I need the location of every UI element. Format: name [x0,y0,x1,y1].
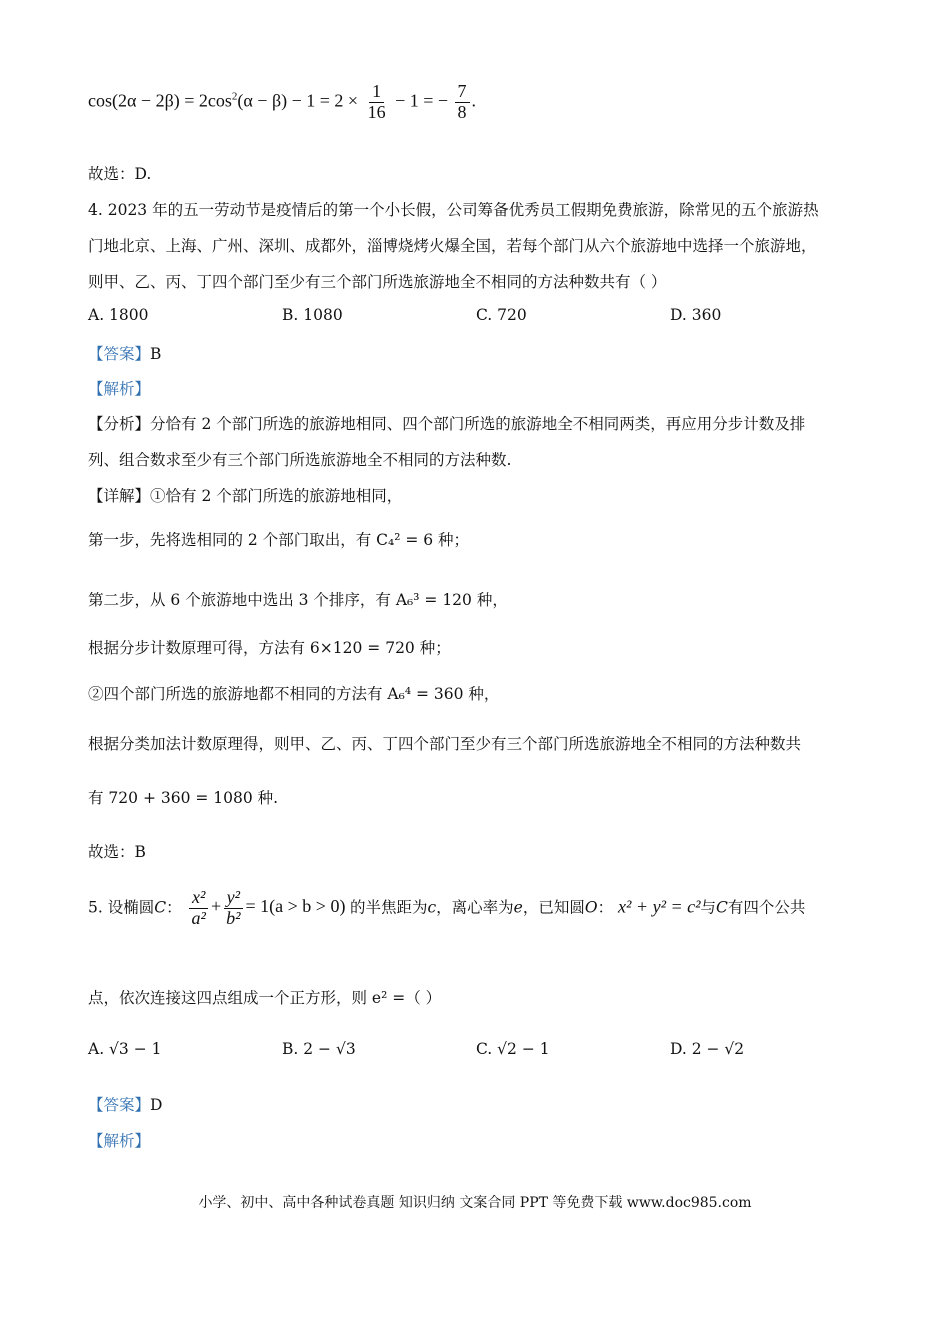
q5-colon: ： [166,898,182,917]
q5-option-b: B. 2 − √3 [282,1040,356,1058]
q4-option-b: B. 1080 [282,306,343,324]
fraction-7-8: $\frac{7}{8}$ [455,82,470,123]
q4-step6: 有 720 + 360 = 1080 种. [88,789,279,807]
q4-step5: 根据分类加法计数原理得，则甲、乙、丙、丁四个部门至少有三个部门所选旅游地全不相同的方法种数共 [88,735,802,753]
answer-tag: 【答案】 [88,345,151,363]
q5-mid: 的半焦距为 [349,898,428,917]
q4-line2: 门地北京、上海、广州、深圳、成都外，淄博烧烤火爆全国，若每个部门从六个旅游地中选择一个旅游地， [88,237,817,255]
q5-option-d: D. 2 − √2 [670,1040,745,1058]
q5-eq-rest: = 1(a > b > 0) [245,896,346,917]
q5-option-c: C. √2 − 1 [476,1040,550,1058]
fraction-x2-a2: $\frac{\text{x²}}{\text{a²}}$ [189,888,209,929]
fraction-y2-b2: $\frac{\text{y²}}{\text{b²}}$ [223,888,243,929]
q5-pre: 5. 设椭圆 [88,898,155,917]
q4-fenxi-1 [88,412,805,434]
q5-c: c [427,898,437,917]
xiangjie-tag: 【详解】 [88,487,151,505]
q5-line1: 5. 设椭圆C： $\frac{\text{x²}}{\text{a²}}$ + $\frac{\text{y²}}{\text{b²}}$ = 1(a > b > 0) 的半焦距为c，离心率为e，已知圆O： x² + y² = c²与C有四个公共 [88,887,806,928]
fenxi-tag: 【分析】 [88,415,151,433]
q4-line1: 4. 2023 年的五一劳动节是疫情后的第一个小长假，公司筹备优秀员工假期免费旅游，除常见的五个旅游热 [88,201,819,219]
eq-tail: − 1 = − [395,90,449,111]
page-footer: 小学、初中、高中各种试卷真题 知识归纳 文案合同 PPT 等免费下载 www.doc985.com [198,1195,752,1211]
q5-mid2: ，离心率为 [436,898,514,917]
q5-option-a: A. √3 − 1 [88,1040,162,1058]
q4-step2: 第二步，从 6 个旅游地中选出 3 个排序，有 A₆³ = 120 种， [88,591,508,609]
fraction-1-16: $\frac{1}{16}$ [367,81,386,122]
q5-line2: 点，依次连接这四点组成一个正方形，则 e² =（ ） [88,989,442,1007]
q4-answer [88,342,161,364]
answer-value: B [150,345,162,363]
q5-tail: 与 [700,898,717,917]
q4-xiangjie-1 [88,484,402,506]
q5-end: 有四个公共 [727,898,806,917]
q4-option-c: C. 720 [476,306,527,324]
equation-cos: $\cos(2\alpha - 2\beta) = 2\cos^2(\alpha - \beta) - 1 = 2$ × $\frac{1}{16}$ − 1 = − $\frac{7}{8}$ . [88,81,477,122]
fenxi-text-1: 分恰有 2 个部门所选的旅游地相同、四个部门所选的旅游地全不相同两类，再应用分步计数及排 [150,415,806,433]
q4-line3: 则甲、乙、丙、丁四个部门至少有三个部门所选旅游地全不相同的方法种数共有（ ） [88,273,667,291]
q4-step3: 根据分步计数原理可得，方法有 6×120 = 720 种； [88,639,451,657]
select-d: 故选：D. [88,165,152,183]
q5-answer-tag: 【答案】 [88,1096,151,1114]
xiangjie-text-1: ①恰有 2 个部门所选的旅游地相同， [150,487,403,505]
q4-fenxi-2: 列、组合数求至少有三个部门所选旅游地全不相同的方法种数. [88,451,512,469]
q5-c-var: C [154,898,167,917]
q5-answer [88,1093,162,1115]
q5-analysis-tag: 【解析】 [88,1132,151,1150]
q5-circle: x² + y² = c² [618,896,701,917]
q4-step4: ②四个部门所选的旅游地都不相同的方法有 A₆⁴ = 360 种， [88,685,500,703]
q4-step1: 第一步，先将选相同的 2 个部门取出，有 C₄² = 6 种； [88,531,470,549]
q4-analysis-tag: 【解析】 [88,380,151,398]
q4-option-a: A. 1800 [88,306,149,324]
q4-select: 故选：B [88,843,146,861]
eq-mid: (α − β) − 1 = 2 × [237,90,359,111]
eq-lhs: cos(2α − 2β) = 2cos [88,90,232,111]
q4-option-d: D. 360 [670,306,722,324]
q5-mid3: ，已知圆 [522,898,585,917]
q5-e: e [513,898,523,917]
q5-o: O [584,898,598,917]
q5-answer-value: D [150,1096,163,1114]
